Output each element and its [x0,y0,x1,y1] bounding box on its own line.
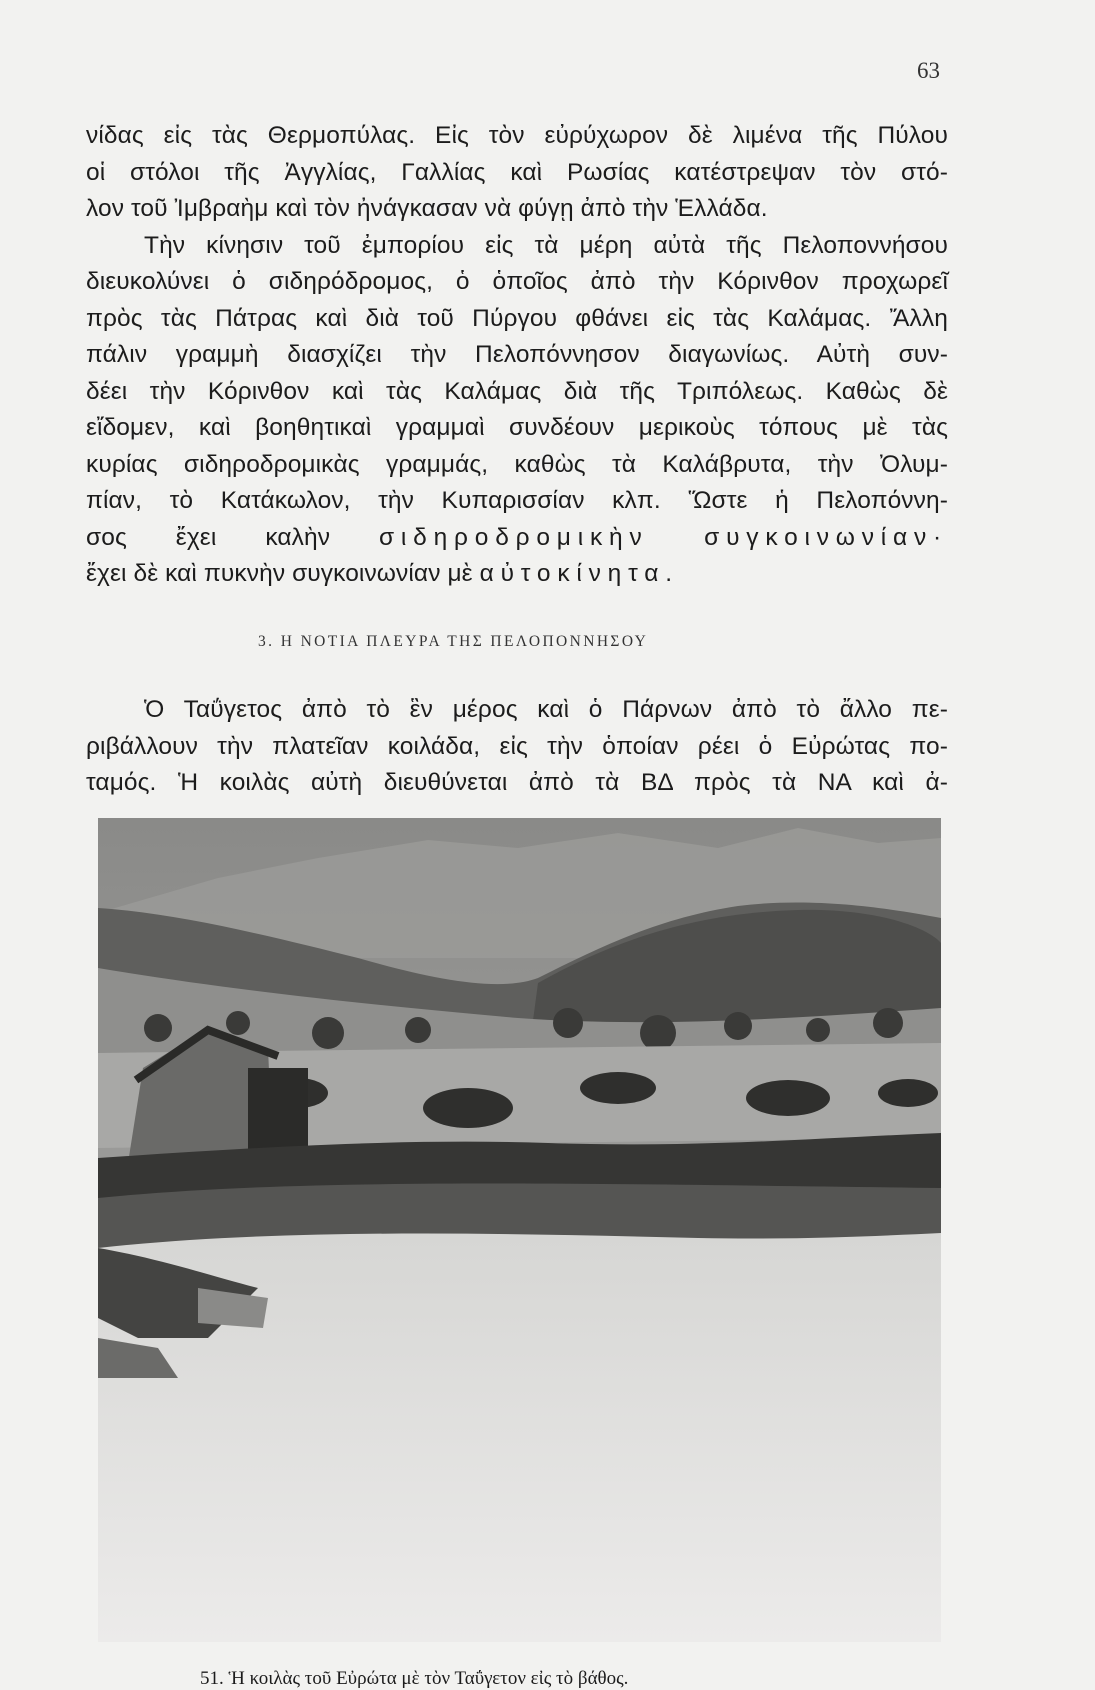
paragraph-eurotas [86,692,948,802]
text-line-spaced [86,556,948,593]
text-line: διευκολύνει ὁ σιδηρόδρομος, ὁ ὁποῖος ἀπὸ τὴν Κόρινθον προχωρεῖ [86,268,948,295]
text-line: πρὸς τὰς Πάτρας καὶ διὰ τοῦ Πύργου φθάνει εἰς τὰς Καλάμας. Ἄλλη [86,304,948,332]
figure-caption: 51. Ἡ κοιλὰς τοῦ Εὐρώτα μὲ τὸν Ταΰγετον εἰς τὸ βάθος. [200,1668,629,1689]
text-line: οἱ στόλοι τῆς Ἀγγλίας, Γαλλίας καὶ Ρωσίας κατέστρεψαν τὸν στό- [86,158,948,186]
text-line: εἴδομεν, καὶ βοηθητικαὶ γραμμαὶ συνδέουν μερικοὺς τόπους μὲ τὰς [86,414,948,441]
text-line: πίαν, τὸ Κατάκωλον, τὴν Κυπαρισσίαν κλπ. Ὥστε ἡ Πελοπόννη- [86,487,948,514]
emphasis-run: αὐτοκίνητα. [479,560,679,587]
text-line: νίδας εἰς τὰς Θερμοπύλας. Εἰς τὸν εὐρύχωρον δὲ λιμένα τῆς Πύλου [86,122,948,149]
text-line: λον τοῦ Ἰμβραὴμ καὶ τὸν ἠνάγκασαν νὰ φύγῃ ἀπὸ τὴν Ἑλλάδα. [86,195,768,222]
text-line: δέει τὴν Κόρινθον καὶ τὰς Καλάμας διὰ τῆς Τριπόλεως. Καθὼς δὲ [86,377,948,405]
text-line-spaced [86,520,948,557]
text-line: ριβάλλουν τὴν πλατεῖαν κοιλάδα, εἰς τὴν ὁποίαν ρέει ὁ Εὐρώτας πο- [86,732,948,760]
paragraph-railways [86,118,948,593]
text-line: κυρίας σιδηροδρομικὰς γραμμάς, καθὼς τὰ Καλάβρυτα, τὴν Ὀλυμ- [86,450,948,478]
emphasis-run: σιδηροδρομικὴν συγκοινωνίαν· [379,523,948,551]
page-number: 63 [917,58,940,83]
text-line: Τὴν κίνησιν τοῦ ἐμπορίου εἰς τὰ μέρη αὐτὰ τῆς Πελοποννήσου [144,231,948,259]
text-line: πάλιν γραμμὴ διασχίζει τὴν Πελοπόννησον διαγωνίως. Αὐτὴ συν- [86,341,948,368]
valley-photograph [98,818,941,1642]
text-run: σος ἔχει καλὴν [86,523,380,551]
section-heading: 3. Η ΝΟΤΙΑ ΠΛΕΥΡΑ ΤΗΣ ΠΕΛΟΠΟΝΝΗΣΟΥ [258,633,649,650]
text-run: ἔχει δὲ καὶ πυκνὴν συγκοινωνίαν μὲ [86,560,480,587]
text-line: Ὁ Ταΰγετος ἀπὸ τὸ ἓν μέρος καὶ ὁ Πάρνων ἀπὸ τὸ ἄλλο πε- [144,696,948,723]
text-line: ταμός. Ἡ κοιλὰς αὐτὴ διευθύνεται ἀπὸ τὰ ΒΔ πρὸς τὰ ΝΑ καὶ ἀ- [86,769,948,796]
